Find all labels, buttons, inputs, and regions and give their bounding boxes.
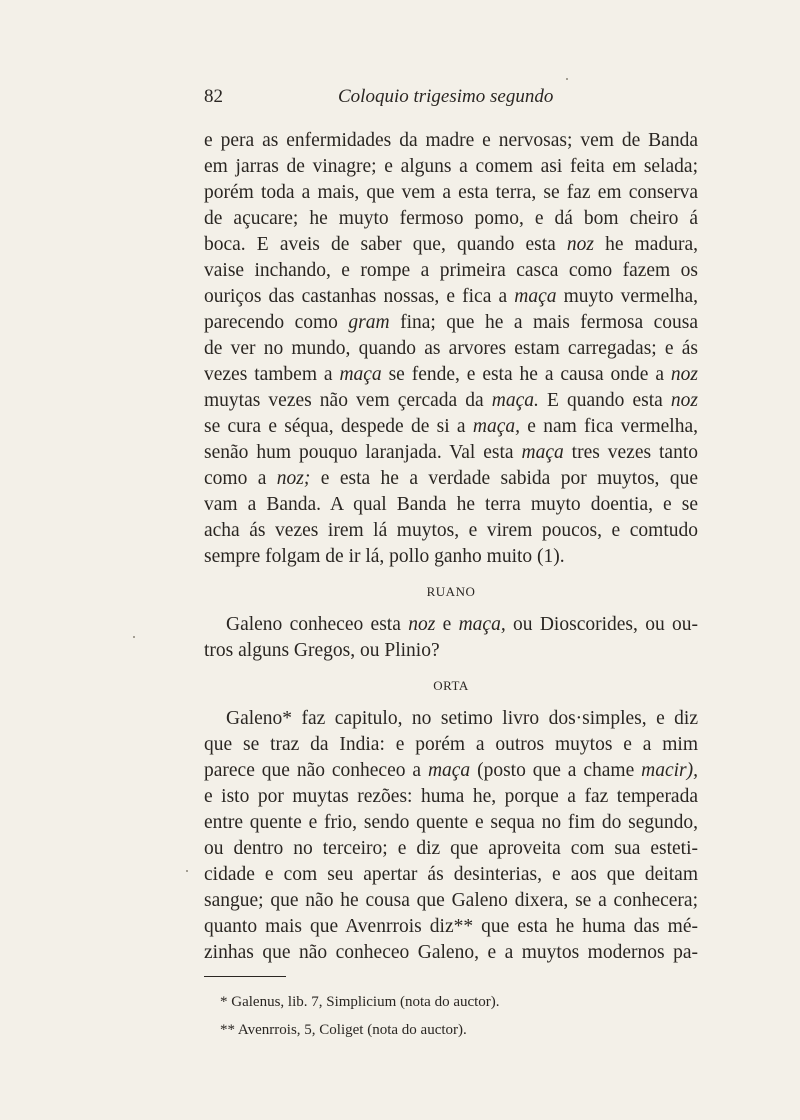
text-line: e isto por muytas rezões: huma he, porque a faz temperada — [204, 786, 698, 807]
text-line: vam a Banda. A qual Banda he terra muyto doentia, e se — [204, 494, 698, 515]
text-line: como a noz; e esta he a verdade sabida por muytos, que — [204, 468, 698, 489]
speaker-label: ORTA — [433, 678, 469, 693]
text-line: quanto mais que Avenrrois diz** que esta he huma das mé- — [204, 916, 698, 937]
text-line: vezes tambem a maça se fende, e esta he a causa onde a noz — [204, 364, 698, 385]
text-line: de ver no mundo, quando as arvores estam carregadas; e ás — [204, 338, 698, 359]
text-line: muytas vezes não vem çercada da maça. E quando esta noz — [204, 390, 698, 411]
page-number: 82 — [204, 86, 223, 107]
text-line: ou dentro no terceiro; e diz que aproveita com sua esteti- — [204, 838, 698, 859]
text-line: sempre folgam de ir lá, pollo ganho muito (1). — [204, 546, 565, 567]
paper-speck — [186, 870, 188, 872]
text-line: parecendo como gram fina; que he a mais fermosa cousa — [204, 312, 698, 333]
text-line: senão hum pouquo laranjada. Val esta maça tres vezes tanto — [204, 442, 698, 463]
text-line: Galeno* faz capitulo, no setimo livro dos·simples, e diz — [226, 708, 698, 729]
text-line: zinhas que não conheceo Galeno, e a muytos modernos pa- — [204, 942, 698, 963]
speaker-label: RUANO — [426, 584, 476, 599]
text-line: cidade e com seu apertar ás desinterias, e aos que deitam — [204, 864, 698, 885]
running-head: Coloquio trigesimo segundo — [338, 86, 554, 107]
footnote-rule — [204, 976, 286, 977]
page-header — [204, 86, 698, 116]
footnote: ** Avenrrois, 5, Coliget (nota do auctor). — [220, 1022, 467, 1038]
text-line: ouriços das castanhas nossas, e fica a maça muyto vermelha, — [204, 286, 698, 307]
text-line: parece que não conheceo a maça (posto que a chame macir), — [204, 760, 698, 781]
text-line: entre quente e frio, sendo quente e sequa no fim do segundo, — [204, 812, 698, 833]
text-line: de açucare; he muyto fermoso pomo, e dá bom cheiro á — [204, 208, 698, 229]
text-line: e pera as enfermidades da madre e nervosas; vem de Banda — [204, 130, 698, 151]
text-line: tros alguns Gregos, ou Plinio? — [204, 640, 440, 661]
text-line: se cura e séqua, despede de si a maça, e nam fica vermelha, — [204, 416, 698, 437]
text-line: Galeno conheceo esta noz e maça, ou Dioscorides, ou ou- — [226, 614, 698, 635]
text-line: vaise inchando, e rompe a primeira casca como fazem os — [204, 260, 698, 281]
paper-speck — [133, 636, 135, 638]
text-line: em jarras de vinagre; e alguns a comem asi feita em selada; — [204, 156, 698, 177]
text-line: acha ás vezes irem lá muytos, e virem poucos, e comtudo — [204, 520, 698, 541]
text-line: sangue; que não he cousa que Galeno dixera, se a conhecera; — [204, 890, 698, 911]
paper-speck — [566, 78, 568, 80]
text-line: boca. E aveis de saber que, quando esta noz he madura, — [204, 234, 698, 255]
footnote: * Galenus, lib. 7, Simplicium (nota do auctor). — [220, 994, 500, 1010]
text-line: porém toda a mais, que vem a esta terra, se faz em conserva — [204, 182, 698, 203]
text-line: que se traz da India: e porém a outros muytos e a mim — [204, 734, 698, 755]
